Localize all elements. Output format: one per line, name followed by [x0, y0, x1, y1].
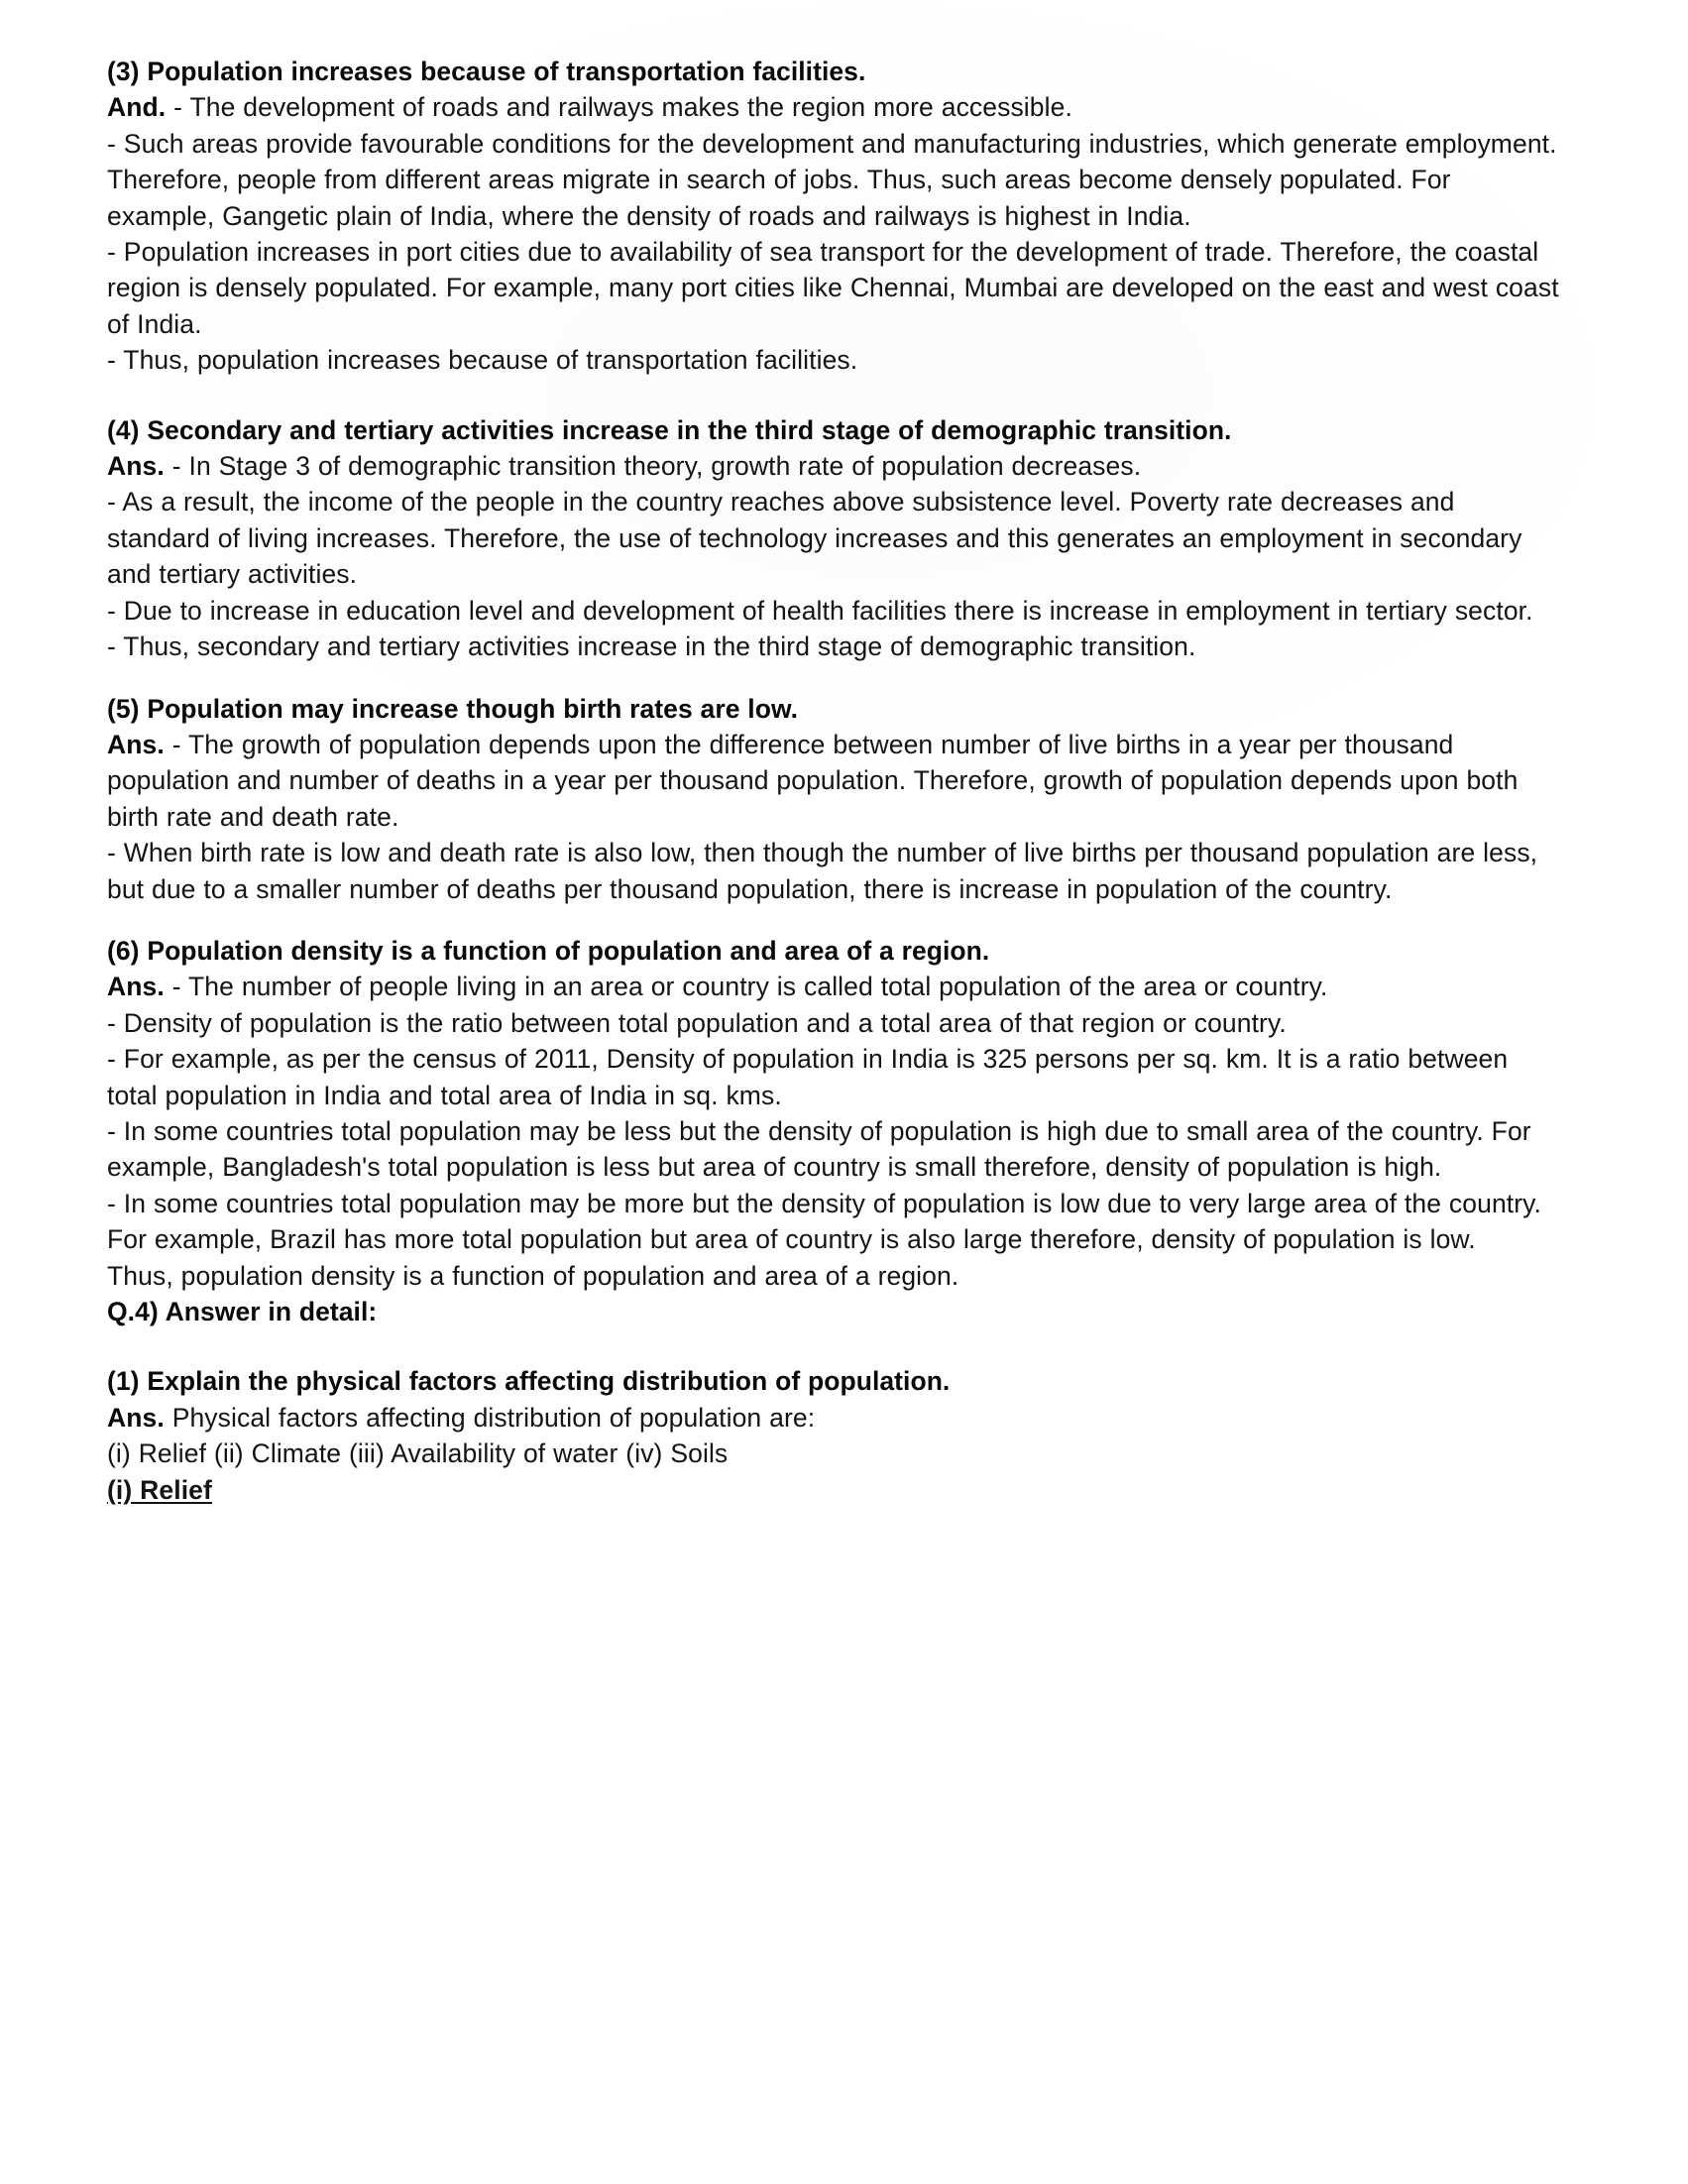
- q6-body-line: - For example, as per the census of 2011, Density of population in India is 325 persons per sq. km. It is a ratio between total population in India and total area of India in sq. kms.: [107, 1044, 1517, 1110]
- q3-answer-first-line: [107, 89, 1564, 125]
- q6-answer-first-line: [107, 969, 1564, 1004]
- q3-answer-lead: And.: [107, 92, 167, 123]
- section-q5: [107, 691, 1564, 907]
- section-gap: [107, 1329, 1564, 1363]
- q3-answer-first-text: - The development of roads and railways makes the region more accessible.: [166, 92, 1072, 123]
- q4-body-line: - Due to increase in education level and development of health facilities there is increase in employment in tertiary sector.: [107, 595, 1533, 626]
- q6-heading: (6) Population density is a function of population and area of a region.: [107, 935, 990, 966]
- detail-answer-first-line: [107, 1400, 1564, 1436]
- q4-heading: (4) Secondary and tertiary activities increase in the third stage of demographic transition.: [107, 414, 1232, 445]
- section-q6: [107, 933, 1564, 1294]
- q4-body-line: - Thus, secondary and tertiary activities increase in the third stage of demographic transition.: [107, 632, 1196, 662]
- detail-answer-subheading: (i) Relief: [107, 1474, 212, 1505]
- page-content: [107, 54, 1567, 1508]
- detail-answer-lead: Ans.: [107, 1402, 165, 1433]
- q6-body-line: - In some countries total population may be more but the density of population is low due to very large area of the country. For example, Brazil has more total population but area of country is also large therefore, density of population is low.: [107, 1188, 1549, 1255]
- section-q3: [107, 54, 1567, 379]
- q4-body-line: - As a result, the income of the people in the country reaches above subsistence level. Poverty rate decreases and standard of living increases. Therefore, the use of technology increases and this generates an employment in secondary and tertiary activities.: [107, 487, 1530, 590]
- detail-answer-factor-list: (i) Relief (ii) Climate (iii) Availability of water (iv) Soils: [107, 1438, 729, 1469]
- question-four-block: [107, 1294, 1564, 1329]
- q6-conclusion-line: Thus, population density is a function of population and area of a region.: [107, 1260, 959, 1291]
- q4-answer-lead: Ans.: [107, 451, 165, 482]
- q3-body-line: - Thus, population increases because of transportation facilities.: [107, 345, 858, 376]
- q4-answer-first-line: [107, 448, 1564, 484]
- q6-body-line: - Density of population is the ratio between total population and a total area of that region or country.: [107, 1007, 1287, 1038]
- question-four-label: Q.4) Answer in detail:: [107, 1297, 378, 1326]
- q3-body-line: - Such areas provide favourable conditions for the development and manufacturing industries, which generate employment. Therefore, people from different areas migrate in search of jobs. Thus, such areas become densely populated. For example, Gangetic plain of India, where the density of roads and railways is highest in India.: [107, 128, 1564, 231]
- q3-heading: (3) Population increases because of transportation facilities.: [107, 57, 866, 86]
- q6-answer-lead: Ans.: [107, 972, 165, 1002]
- section-gap: [107, 379, 1564, 412]
- detail-answer-heading: (1) Explain the physical factors affecting distribution of population.: [107, 1366, 951, 1397]
- q5-answer-lead: Ans.: [107, 729, 165, 759]
- q4-answer-first-text: - In Stage 3 of demographic transition theory, growth rate of population decreases.: [164, 451, 1142, 482]
- q5-heading: (5) Population may increase though birth rates are low.: [107, 693, 799, 724]
- q6-body-line: - In some countries total population may be less but the density of population is high due to small area of the country. For example, Bangladesh's total population is less but area of country is small therefore, density of population is high.: [107, 1115, 1539, 1183]
- q5-body-line: - When birth rate is low and death rate is also low, then though the number of live births per thousand population are less, but due to a smaller number of deaths per thousand population, there is increase in population of the country.: [107, 838, 1546, 904]
- section-q4: [107, 412, 1564, 665]
- q3-body-line: - Population increases in port cities due to availability of sea transport for the development of trade. Therefore, the coastal region is densely populated. For example, many port cities like Chennai, Mumbai are developed on the east and west coast of India.: [107, 237, 1567, 339]
- detail-answer-block: [107, 1363, 1564, 1508]
- q5-answer-first-line: [107, 727, 1564, 835]
- section-gap: [107, 907, 1564, 933]
- q6-answer-first-text: - The number of people living in an area or country is called total population of the area or country.: [164, 972, 1328, 1002]
- detail-answer-first-text: Physical factors affecting distribution of population are:: [164, 1402, 816, 1433]
- section-gap: [107, 665, 1564, 691]
- q5-answer-first-text: - The growth of population depends upon the difference between number of live births in a year per thousand population and number of deaths in a year per thousand population. Therefore, growth of population depends upon both birth rate and death rate.: [107, 729, 1526, 832]
